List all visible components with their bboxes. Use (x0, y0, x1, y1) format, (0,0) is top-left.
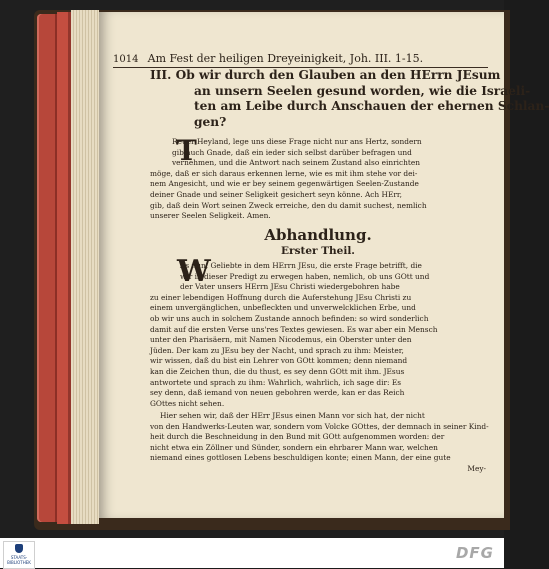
viewer-footer (0, 538, 504, 568)
main-line: zu einer lebendigen Hoffnung durch die Auferstehung JEsu Christi zu (150, 292, 412, 302)
library-logo-line: BIBLIOTHEK (7, 560, 31, 565)
red-page-edge-inner (57, 12, 71, 524)
main-line: Jüden. Der kam zu JEsu bey der Nacht, und sprach zu ihm: Meister, (150, 345, 404, 355)
main-line: der Vater unsers HErrn JEsu Christi wiedergebohren habe (180, 282, 400, 292)
main-line: sey denn, daß iemand von neuen gebohren werde, kan er das Reich (150, 388, 405, 398)
prayer-line: gib auch Gnade, daß ein ieder sich selbst darüber befragen und (172, 147, 412, 157)
para2-line: niemand eines gottlosen Lebens beschuldigen konte; einen Mann, der eine gute (150, 453, 451, 463)
page-stack-edge (71, 10, 99, 524)
catchword: Mey- (467, 463, 486, 473)
main-dropcap: W (177, 254, 211, 289)
para2-line: nicht etwa ein Zöllner und Sünder, sondern ein ehrbarer Mann war, welchen (150, 442, 438, 452)
main-line: GOttes nicht sehen. (150, 398, 225, 408)
para2-line: heit durch die Beschneidung in den Bund mit GOtt aufgenommen worden: der (150, 432, 445, 442)
prayer-line: möge, daß er sich daraus erkennen lerne, wie es mit ihm stehe vor dei- (150, 168, 418, 178)
library-logo[interactable] (3, 541, 35, 569)
prayer-line: deiner Gnade und seiner Seligkeit gesichert seyn könne. Ach HErr, (150, 189, 402, 199)
question-line: gen? (194, 114, 227, 129)
dfg-logo[interactable]: DFG (455, 544, 494, 562)
second-paragraph (150, 411, 489, 475)
para2-line: Hier sehen wir, daß der HErr JEsus einen Mann vor sich hat, der nicht (160, 411, 425, 420)
main-line: antwortete und sprach zu ihm: Wahrlich, wahrlich, ich sage dir: Es (150, 377, 402, 387)
red-page-edge (37, 14, 57, 522)
main-line: kan die Zeichen thun, die du thust, es sey denn GOtt mit ihm. JEsus (150, 366, 405, 376)
prayer-line: unserer Seelen Seligkeit. Amen. (150, 211, 271, 221)
main-line: wir in dieser Predigt zu erwegen haben, nemlich, ob uns GOtt und (180, 271, 430, 281)
running-header (113, 52, 488, 65)
question-line: an unsern Seelen gesund worden, wie die Israeli- (194, 83, 531, 98)
prayer-line: vernehmen, und die Antwort nach seinem Zustand also einrichten (172, 158, 421, 168)
main-line: unter den Pharisäern, mit Namen Nicodemus, ein Oberster unter den (150, 335, 412, 345)
prayer-line: Reuer Heyland, lege uns diese Frage nicht nur ans Hertz, sondern (172, 137, 422, 146)
prayer-line: nem Angesicht, und wie er bey seinem gegenwärtigen Seelen-Zustande (150, 179, 419, 189)
question-line: III. Ob wir durch den Glauben an den HErrn JEsum (150, 68, 501, 82)
section-subtitle: Erster Theil. (281, 245, 355, 257)
prayer-line: gib, daß dein Wort seinen Zweck erreiche, den du damit suchest, nemlich (150, 200, 427, 210)
main-line: damit auf die ersten Verse uns'res Textes gewiesen. Es war aber ein Mensch (150, 324, 438, 334)
main-line: wir wissen, daß du bist ein Lehrer von GOtt kommen; denn niemand (150, 356, 408, 366)
prayer-paragraph (150, 134, 486, 222)
running-title: Am Fest der heiligen Dreyeinigkeit, Joh. III. 1-15. (147, 52, 424, 65)
page-number: 1014 (113, 54, 139, 65)
prayer-dropcap: T (176, 134, 197, 167)
main-line: einem unvergänglichen, unbefleckten und unverwelcklichen Erbe, und (150, 303, 416, 313)
library-emblem-icon (15, 544, 23, 553)
section-title: Abhandlung. (264, 226, 372, 244)
question-heading (150, 68, 549, 130)
main-line: ob wir uns auch in solchem Zustande annoch befinden: so wird sonderlich (150, 313, 429, 323)
library-logo-text (5, 555, 33, 565)
question-line: ten am Leibe durch Anschauen der ehernen Schlan- (194, 99, 549, 113)
main-line: As nun, Geliebte in dem HErrn JEsu, die erste Frage betrifft, die (180, 261, 422, 270)
para2-line: von den Handwerks-Leuten war, sondern vom Volcke GOttes, der demnach in seiner Kind- (150, 421, 489, 431)
library-logo-line: STAATS- (10, 555, 28, 560)
main-paragraph (150, 261, 486, 409)
